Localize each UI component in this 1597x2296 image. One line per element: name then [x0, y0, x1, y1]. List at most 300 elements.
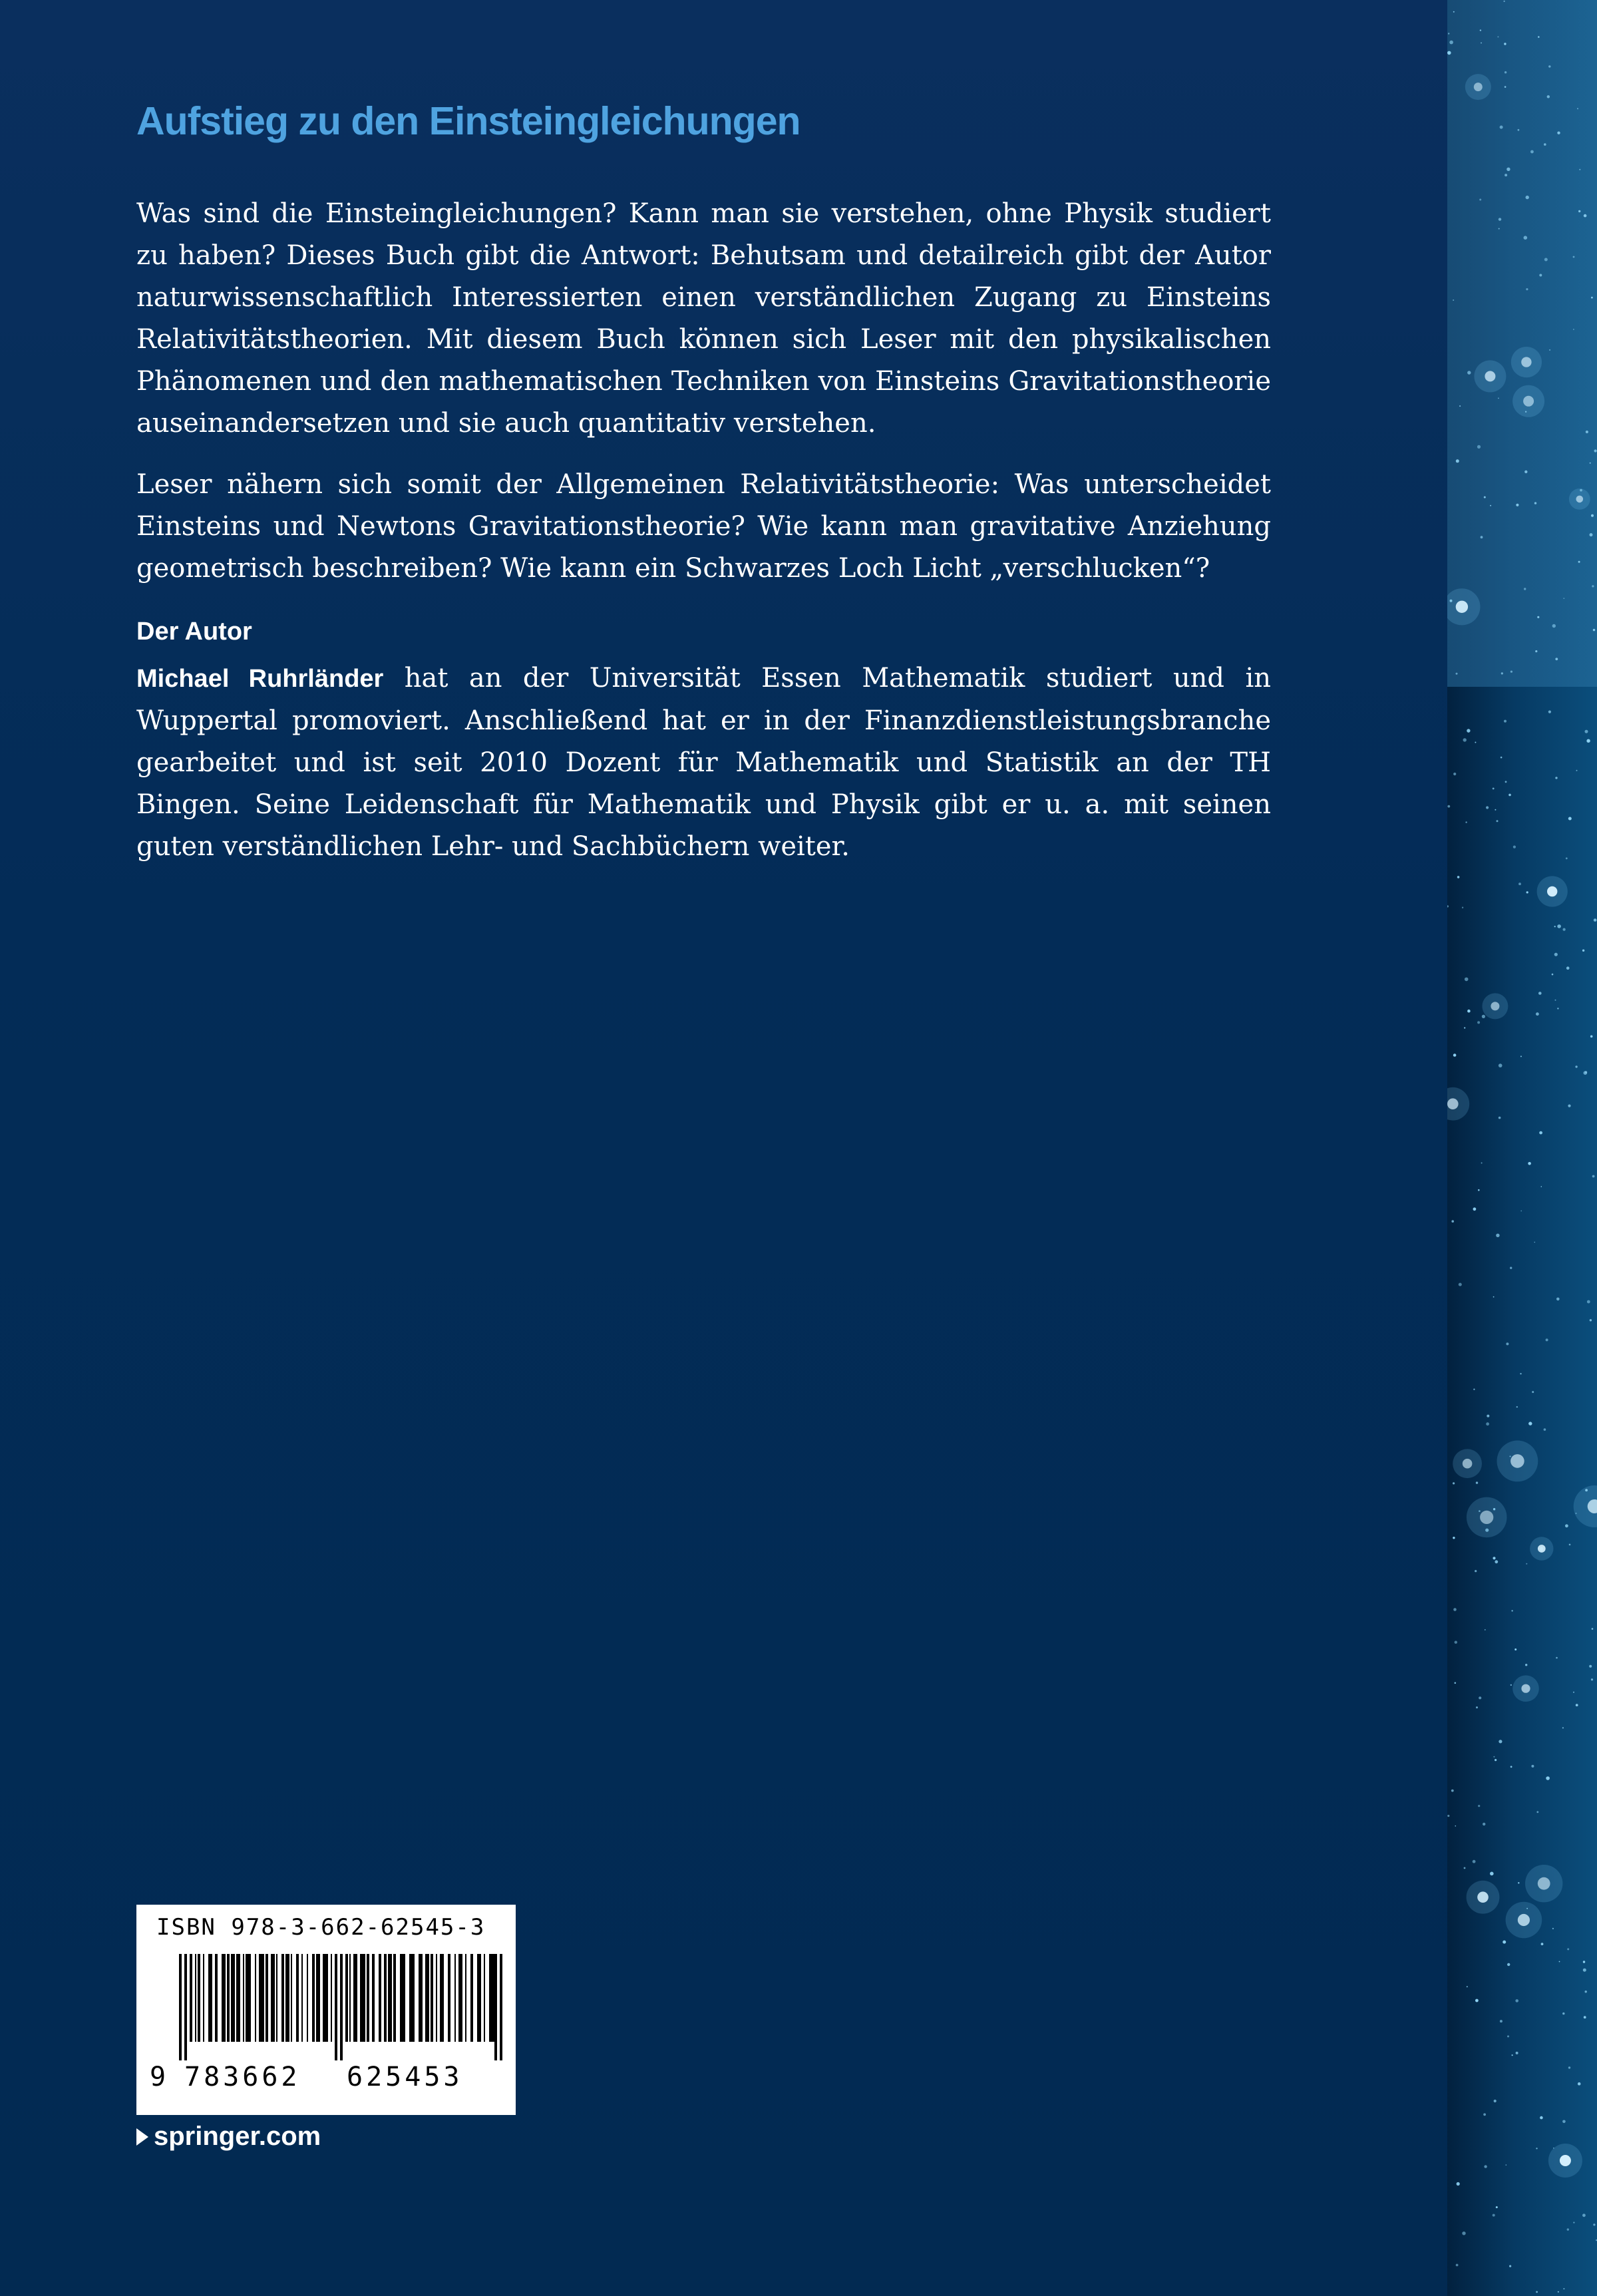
star: [1451, 1220, 1454, 1223]
star: [1493, 1296, 1495, 1298]
star: [1589, 1665, 1592, 1668]
barcode-bar: [436, 1954, 437, 2042]
star: [1541, 1186, 1542, 1187]
star: [1526, 1908, 1528, 1909]
barcode-bar: [281, 1954, 284, 2042]
star: [1573, 2222, 1574, 2223]
star: [1520, 1373, 1521, 1374]
star: [1499, 228, 1500, 230]
star: [1538, 36, 1540, 38]
star-glow: [1530, 1537, 1553, 1560]
star: [1563, 2288, 1564, 2289]
star: [1453, 1537, 1455, 1539]
star: [1555, 777, 1557, 779]
star: [1575, 1065, 1577, 1067]
star: [1478, 1189, 1480, 1191]
star: [1473, 1207, 1477, 1211]
star: [1505, 781, 1507, 783]
star-glow: [1574, 1485, 1597, 1527]
star: [1552, 624, 1556, 628]
star: [1554, 953, 1558, 956]
publisher-link[interactable]: springer.com: [154, 2122, 321, 2151]
star: [1590, 1036, 1593, 1038]
star: [1536, 2148, 1537, 2149]
star: [1453, 773, 1456, 775]
barcode-bar: [345, 1954, 348, 2042]
star: [1536, 2291, 1538, 2293]
star: [1447, 905, 1449, 907]
barcode-guard-bar: [335, 1954, 337, 2060]
barcode-guard-bar: [500, 1954, 502, 2060]
star: [1563, 598, 1564, 599]
star: [1510, 1267, 1512, 1269]
star: [1494, 2100, 1497, 2102]
star: [1520, 1055, 1522, 1057]
star: [1479, 1696, 1481, 1699]
star-glow: [1467, 1881, 1500, 1914]
author-bio: [136, 658, 1271, 868]
star: [1590, 533, 1593, 536]
star: [1493, 1557, 1495, 1559]
star: [1585, 730, 1588, 733]
star: [1506, 2164, 1507, 2166]
star: [1512, 2054, 1513, 2056]
star: [1562, 1727, 1564, 1728]
star: [1554, 926, 1556, 927]
star: [1493, 1756, 1495, 1758]
star: [1541, 1943, 1544, 1945]
barcode-bar: [454, 1954, 456, 2042]
star: [1462, 907, 1463, 908]
star: [1547, 95, 1550, 98]
star: [1484, 496, 1486, 498]
star: [1487, 1415, 1489, 1418]
star: [1501, 757, 1503, 759]
star-glow: [1482, 993, 1508, 1019]
star: [1544, 1428, 1546, 1431]
star: [1484, 2165, 1487, 2168]
star: [1503, 1941, 1506, 1944]
star: [1507, 168, 1510, 171]
star: [1467, 371, 1471, 374]
star: [1576, 1704, 1578, 1706]
star: [1578, 2082, 1581, 2086]
star: [1478, 1805, 1480, 1807]
star: [1567, 2228, 1569, 2230]
star: [1496, 1234, 1499, 1237]
star-glow: [1497, 1441, 1538, 1482]
barcode-bar: [323, 1954, 328, 2042]
star: [1548, 65, 1550, 67]
star: [1497, 36, 1499, 37]
barcode-bar: [276, 1954, 277, 2042]
star: [1566, 857, 1568, 859]
star: [1585, 1071, 1587, 1073]
star: [1520, 1211, 1522, 1212]
isbn-digit-first: 9: [150, 2062, 166, 2092]
star: [1475, 1570, 1477, 1572]
barcode-bar: [231, 1954, 235, 2042]
star: [1579, 169, 1580, 170]
star: [1455, 1682, 1457, 1684]
star: [1515, 1999, 1518, 2003]
star: [1577, 108, 1578, 109]
star: [1463, 738, 1467, 741]
star: [1467, 1986, 1468, 1987]
barcode-bar: [388, 1954, 392, 2042]
star: [1499, 1117, 1501, 1119]
star: [1526, 891, 1528, 893]
barcode-guard-bar: [340, 1954, 343, 2060]
star-glow: [1537, 876, 1568, 906]
star: [1555, 658, 1558, 660]
star: [1451, 1790, 1454, 1792]
star: [1505, 86, 1507, 88]
cover-heading: Aufstieg zu den Einsteingleichungen: [136, 99, 800, 143]
star: [1506, 1342, 1508, 1345]
star: [1536, 1012, 1539, 1016]
barcode-bar: [266, 1954, 268, 2042]
star: [1562, 2012, 1564, 2014]
barcode-bar: [440, 1954, 444, 2042]
star: [1476, 1481, 1478, 1483]
star: [1459, 1283, 1462, 1286]
star: [1481, 1163, 1483, 1164]
star: [1516, 504, 1518, 506]
star: [1585, 1991, 1587, 1993]
star: [1558, 2291, 1559, 2293]
star: [1557, 924, 1561, 928]
star: [1524, 471, 1527, 473]
barcode-bar: [296, 1954, 299, 2042]
publisher-link-row[interactable]: [136, 2122, 321, 2152]
star: [1485, 1629, 1486, 1630]
star: [1540, 2116, 1543, 2120]
star: [1585, 1489, 1588, 1491]
star: [1501, 672, 1503, 674]
barcode-bar: [215, 1954, 218, 2042]
star: [1456, 673, 1458, 675]
star: [1481, 43, 1482, 44]
star: [1495, 809, 1496, 811]
star: [1534, 502, 1536, 504]
barcode-bar: [353, 1954, 357, 2042]
barcode-bar: [431, 1954, 433, 2042]
star: [1456, 459, 1459, 463]
barcode-bar: [203, 1954, 204, 2042]
barcode-guard-bar: [494, 1954, 497, 2060]
star: [1475, 1999, 1479, 2003]
star: [1546, 1338, 1548, 1341]
star: [1467, 729, 1470, 732]
star: [1557, 132, 1560, 134]
starfield-image: [1447, 0, 1597, 2296]
barcode-guard-bar: [184, 1954, 187, 2060]
star: [1483, 1823, 1485, 1825]
star: [1586, 739, 1590, 743]
star: [1555, 1000, 1556, 1001]
barcode-bar: [489, 1954, 494, 2042]
star: [1578, 210, 1580, 212]
star: [1559, 1961, 1560, 1963]
star: [1528, 1422, 1532, 1425]
star: [1481, 536, 1483, 538]
star: [1582, 2213, 1586, 2217]
star: [1453, 1608, 1457, 1611]
star: [1556, 1657, 1558, 1659]
star: [1507, 1963, 1510, 1966]
barcode-bar: [208, 1954, 212, 2042]
star: [1528, 1162, 1531, 1165]
star: [1516, 2052, 1518, 2054]
barcode-bar: [227, 1954, 230, 2042]
star: [1453, 11, 1455, 13]
star: [1534, 1242, 1536, 1243]
star: [1516, 1406, 1518, 1408]
star: [1526, 196, 1529, 199]
isbn-digits-group-1: 783662: [184, 2062, 301, 2092]
star: [1457, 876, 1460, 878]
barcode-bar: [465, 1954, 466, 2042]
barcode-bar: [316, 1954, 320, 2042]
star: [1535, 650, 1537, 652]
star: [1565, 1524, 1568, 1527]
star: [1526, 288, 1528, 290]
star: [1582, 950, 1584, 952]
star: [1455, 1825, 1457, 1827]
star: [1536, 1811, 1538, 1813]
star: [1539, 1131, 1542, 1135]
star: [1511, 1610, 1512, 1611]
description-paragraph-2: Leser nähern sich somit der Allgemeinen Relativitätstheorie: Was unterscheidet Einsteins und Newtons Gravitationstheorie? Wie kann man gravitative Anziehung geometrisch beschreiben? Wie kann ein Schwarzes Loch Licht „verschlucken“?: [136, 469, 1271, 584]
star: [1583, 1969, 1586, 1972]
barcode-bar: [331, 1954, 332, 2042]
barcode-bar: [312, 1954, 315, 2042]
star: [1566, 966, 1570, 970]
star: [1500, 126, 1503, 129]
star: [1592, 1628, 1594, 1630]
star-glow: [1548, 2144, 1582, 2178]
star: [1567, 1948, 1569, 1950]
barcode-bar: [243, 1954, 244, 2042]
star: [1499, 1063, 1503, 1067]
barcode-bar: [477, 1954, 481, 2042]
star: [1510, 1684, 1512, 1686]
star: [1448, 33, 1449, 34]
star: [1496, 2206, 1498, 2208]
star: [1455, 1641, 1457, 1644]
star-glow: [1447, 1087, 1469, 1121]
star: [1537, 616, 1539, 618]
star-glow: [1453, 1449, 1482, 1478]
star: [1548, 711, 1551, 713]
barcode-bar: [400, 1954, 405, 2042]
star: [1591, 1678, 1593, 1680]
star: [1556, 1298, 1560, 1301]
star: [1591, 514, 1594, 517]
star: [1486, 806, 1489, 809]
barcode-bar: [470, 1954, 473, 2042]
star: [1499, 1740, 1502, 1743]
star: [1583, 1961, 1585, 1963]
star: [1477, 1021, 1480, 1024]
barcode-bar: [425, 1954, 429, 2042]
star: [1584, 214, 1587, 218]
barcode-bar: [198, 1954, 200, 2042]
barcode-bar: [246, 1954, 251, 2042]
isbn-digits-group-2: 625453: [347, 2062, 463, 2092]
star-glow: [1512, 1675, 1539, 1702]
star: [1493, 2214, 1495, 2217]
star: [1490, 1872, 1494, 1876]
star: [1573, 1692, 1574, 1693]
star: [1504, 720, 1507, 723]
star: [1459, 405, 1461, 407]
star: [1450, 600, 1453, 602]
star: [1569, 1544, 1571, 1546]
star: [1524, 236, 1528, 240]
star: [1465, 821, 1467, 823]
barcode-bar: [255, 1954, 256, 2042]
star: [1513, 846, 1516, 849]
barcode-bar: [222, 1954, 226, 2042]
star: [1584, 2016, 1586, 2018]
star: [1457, 2182, 1460, 2186]
barcode-bar: [379, 1954, 381, 2042]
star: [1573, 256, 1575, 258]
star: [1510, 1455, 1511, 1457]
star: [1495, 1759, 1497, 1761]
star: [1510, 671, 1512, 673]
star: [1499, 218, 1501, 220]
star: [1524, 588, 1526, 590]
star: [1479, 199, 1481, 201]
star: [1475, 742, 1476, 743]
barcode-bar: [190, 1954, 192, 2042]
star: [1504, 43, 1506, 45]
star: [1526, 1563, 1527, 1565]
barcode-bar: [301, 1954, 303, 2042]
star: [1449, 41, 1453, 45]
star: [1568, 817, 1572, 821]
star: [1539, 274, 1542, 277]
barcode-bar: [367, 1954, 369, 2042]
star: [1557, 1008, 1558, 1009]
star: [1538, 992, 1542, 995]
barcode-bar: [409, 1954, 415, 2042]
barcode-bar: [195, 1954, 196, 2042]
star: [1576, 770, 1578, 771]
star: [1563, 928, 1566, 931]
star: [1568, 2066, 1570, 2068]
star: [1518, 129, 1520, 131]
barcode-bar: [360, 1954, 365, 2042]
barcode-bar: [393, 1954, 396, 2042]
star: [1510, 1766, 1512, 1768]
star: [1473, 1389, 1475, 1390]
star: [1552, 1928, 1554, 1929]
barcode-bar: [458, 1954, 462, 2042]
star: [1590, 1319, 1592, 1321]
star: [1500, 2020, 1503, 2022]
star: [1591, 297, 1593, 299]
star: [1549, 349, 1550, 351]
barcode-bar: [349, 1954, 351, 2042]
star-glow: [1569, 488, 1590, 510]
star-glow: [1447, 588, 1481, 625]
barcode-bar: [259, 1954, 264, 2042]
star: [1587, 1300, 1590, 1304]
star: [1546, 1776, 1550, 1780]
barcode-bar: [307, 1954, 308, 2042]
star: [1505, 174, 1507, 176]
barcode-bar: [419, 1954, 423, 2042]
barcode-bar: [291, 1954, 292, 2042]
star: [1592, 1175, 1595, 1178]
star: [1465, 978, 1469, 982]
star-glow: [1506, 1902, 1542, 1939]
star: [1480, 29, 1481, 31]
star: [1518, 882, 1521, 885]
star: [1447, 1815, 1449, 1817]
star: [1525, 411, 1526, 413]
star: [1493, 788, 1495, 790]
star: [1593, 629, 1595, 631]
star: [1490, 505, 1491, 506]
star: [1464, 1027, 1465, 1028]
isbn-label: ISBN 978-3-662-62545-3: [156, 1914, 486, 1941]
starfield-strip: [1447, 0, 1597, 2296]
barcode-bar: [285, 1954, 289, 2042]
star: [1593, 2223, 1595, 2225]
star: [1518, 1882, 1519, 1883]
barcode-bar: [372, 1954, 375, 2042]
star: [1482, 1015, 1485, 1018]
star: [1498, 398, 1499, 399]
star: [1497, 820, 1499, 822]
star: [1462, 2231, 1465, 2235]
star: [1544, 143, 1546, 146]
barcode-bar: [484, 1954, 485, 2042]
star: [1453, 299, 1454, 301]
author-name: Michael Ruhrländer: [136, 665, 384, 693]
barcode-guard-bar: [179, 1954, 182, 2060]
star: [1464, 1867, 1466, 1869]
star: [1592, 585, 1594, 587]
star: [1573, 329, 1574, 330]
star-glow: [1525, 1865, 1562, 1902]
star-glow: [1512, 385, 1544, 417]
star: [1586, 431, 1588, 433]
star: [1505, 71, 1507, 73]
star: [1476, 1706, 1478, 1708]
star: [1453, 1482, 1455, 1484]
barcode-bar: [236, 1954, 240, 2042]
star: [1532, 1391, 1534, 1393]
star: [1483, 2113, 1486, 2116]
star: [1453, 1053, 1457, 1057]
star: [1531, 1765, 1534, 1768]
barcode-bar: [271, 1954, 275, 2042]
author-section-heading: Der Autor: [136, 618, 252, 646]
star: [1447, 805, 1450, 808]
star-glow: [1465, 74, 1491, 100]
star: [1590, 463, 1591, 464]
description-paragraph-1: Was sind die Einsteingleichungen? Kann man sie verstehen, ohne Physik studiert zu haben? Dieses Buch gibt die Antwort: Behutsam und detailreich gibt der Autor naturwissenschaftlich Interessierten einen verständlichen Zugang zu Einsteins Relativitätstheorien. Mit diesem Buch können sich Leser mit den physikalischen Phänomenen und den mathematischen Techniken von Einsteins Gravitationstheorie auseinandersetzen und sie auch quantitativ verstehen.: [136, 198, 1271, 439]
star: [1552, 974, 1554, 976]
barcode-bars: [179, 1954, 505, 2060]
star: [1509, 2265, 1511, 2267]
